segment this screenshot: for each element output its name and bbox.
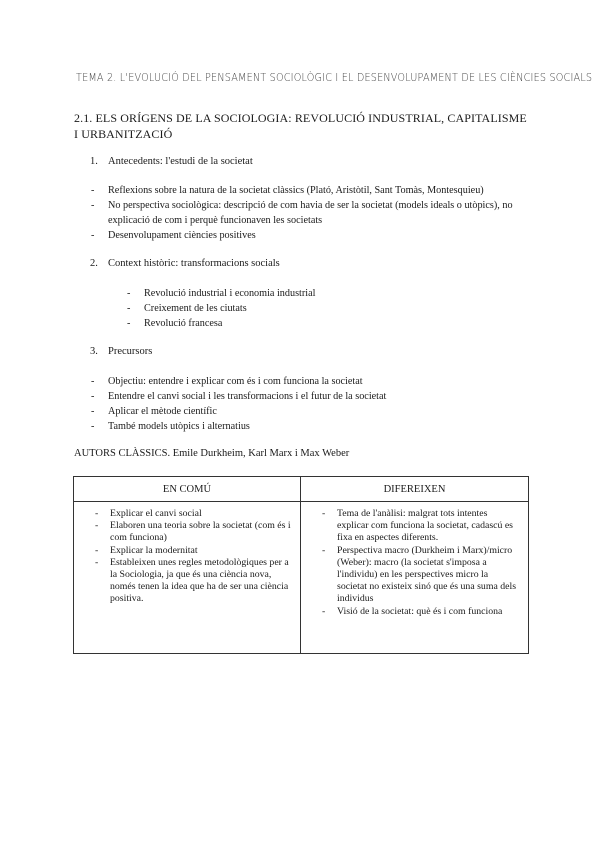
table-header-row — [74, 477, 529, 502]
section-2-heading — [90, 258, 280, 269]
table-row — [74, 502, 529, 654]
section-number: 1. — [90, 156, 98, 167]
section-title: Antecedents: l'estudi de la societat — [108, 156, 253, 167]
section-2-list — [127, 286, 524, 331]
section-1-heading — [90, 156, 253, 167]
authors-line: AUTORS CLÀSSICS. Emile Durkheim, Karl Marx i Max Weber — [74, 448, 350, 459]
list-item: - Visió de la societat: què és i com funciona — [322, 605, 503, 617]
list-item: - Aplicar el mètode científic — [91, 406, 217, 417]
section-3-list — [91, 374, 528, 434]
header-common: EN COMÚ — [74, 477, 301, 502]
section-title: Context històric: transformacions socials — [108, 258, 280, 269]
section-title: Precursors — [108, 346, 153, 357]
section-3-heading — [90, 346, 152, 357]
list-item: - Creixement de les ciutats — [127, 303, 247, 314]
list-item: - També models utòpics i alternatius — [91, 421, 250, 432]
section-1-list — [91, 183, 528, 243]
list-item: - Tema de l'anàlisi: malgrat tots intentes explicar com funciona la societat, cadascú es fixa en aspectes diferents. — [322, 508, 513, 544]
list-item: - Reflexions sobre la natura de la societat clàssics (Plató, Aristòtil, Sant Tomàs, Montesquieu) — [91, 185, 484, 196]
comparison-table — [73, 476, 529, 654]
list-item: - Explicar la modernitat — [95, 544, 198, 556]
list-item: - Explicar el canvi social — [95, 508, 202, 519]
list-item: - No perspectiva sociològica: descripció de com havia de ser la societat (models ideals o utòpics), no explicació de com i perquè funcionaven les societats — [91, 200, 513, 226]
list-item: - Objectiu: entendre i explicar com és i com funciona la societat — [91, 376, 363, 387]
differ-list — [309, 508, 520, 618]
common-list — [82, 508, 292, 606]
list-item: - Revolució industrial i economia industrial — [127, 288, 316, 299]
section-number: 3. — [90, 346, 98, 357]
list-item: - Entendre el canvi social i les transformacions i el futur de la societat — [91, 391, 387, 402]
header-differ: DIFEREIXEN — [301, 477, 529, 502]
list-item: - Perspectiva macro (Durkheim i Marx)/micro (Weber): macro (la societat s'imposa a l'individu) en les perspectives micro la societat no existeix sinó que és una suma dels individus — [322, 544, 517, 605]
section-number: 2. — [90, 258, 98, 269]
cell-differ — [301, 502, 529, 654]
list-item: - Estableixen unes regles metodològiques per a la Sociologia, ja que és una ciència nova, només tenen la idea que ha de ser una ciència positiva. — [95, 556, 289, 605]
document-title: TEMA 2. L'EVOLUCIÓ DEL PENSAMENT SOCIOLÒGIC I EL DESENVOLUPAMENT DE LES CIÈNCIES SOCIALS — [76, 72, 593, 84]
list-item: - Revolució francesa — [127, 318, 223, 329]
cell-common — [74, 502, 301, 654]
section-heading: 2.1. ELS ORÍGENS DE LA SOCIOLOGIA: REVOLUCIÓ INDUSTRIAL, CAPITALISME I URBANITZACIÓ — [74, 111, 527, 141]
list-item: - Elaboren una teoria sobre la societat (com és i com funciona) — [95, 520, 291, 544]
list-item: - Desenvolupament ciències positives — [91, 230, 256, 241]
